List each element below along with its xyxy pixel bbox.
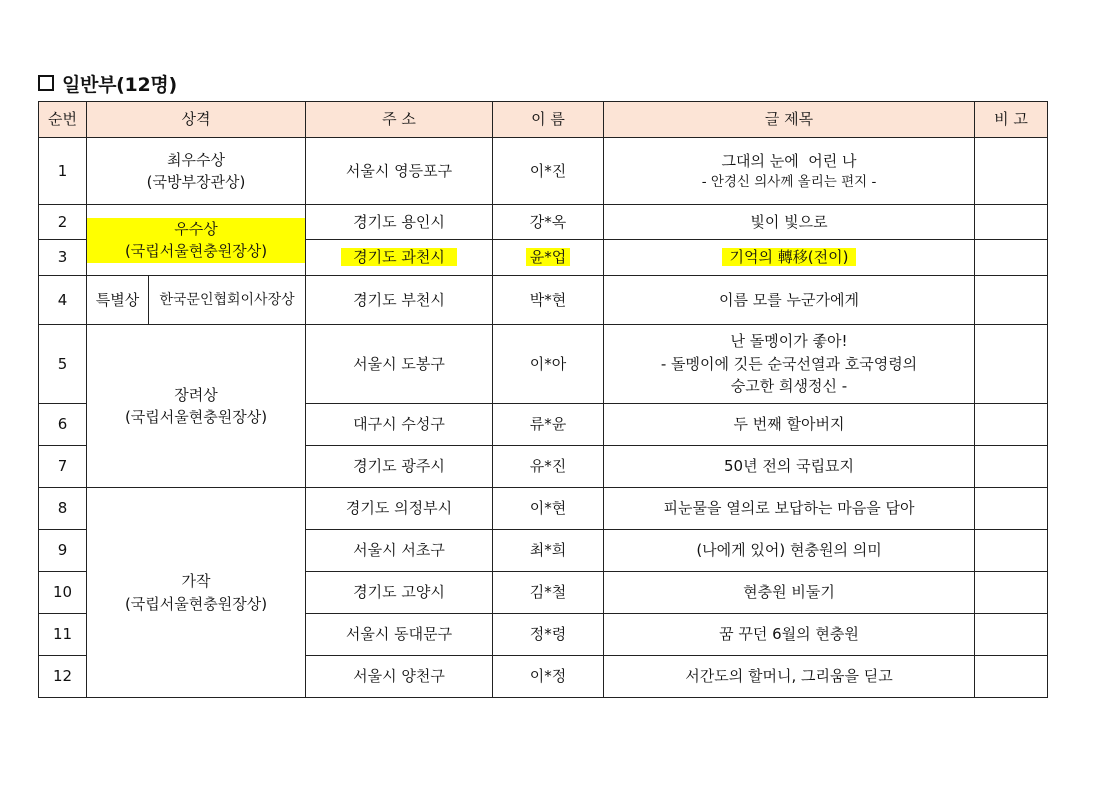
name-cell: 이*진 <box>493 138 604 205</box>
header-note: 비 고 <box>975 102 1048 138</box>
row-number: 4 <box>39 276 87 325</box>
award-cell-grand <box>87 138 306 205</box>
award-cell-excellence <box>87 205 306 276</box>
address-cell: 경기도 고양시 <box>306 572 493 614</box>
name-cell: 이*아 <box>493 325 604 404</box>
header-address: 주 소 <box>306 102 493 138</box>
title-cell <box>604 325 975 404</box>
note-cell <box>975 325 1048 404</box>
award-sub: (국립서울현충원장상) <box>87 240 305 263</box>
row-number: 8 <box>39 488 87 530</box>
table-row <box>39 325 1048 404</box>
award-name: 최우수상 <box>167 150 225 169</box>
section-title: 일반부(12명) <box>62 73 177 96</box>
title-cell <box>604 240 975 276</box>
address-cell: 경기도 부천시 <box>306 276 493 325</box>
name-cell: 이*현 <box>493 488 604 530</box>
note-cell <box>975 205 1048 240</box>
table-row <box>39 488 1048 530</box>
note-cell <box>975 240 1048 276</box>
award-cell-special: 특별상 <box>87 276 149 325</box>
table-row <box>39 205 1048 240</box>
award-cell-encouragement <box>87 325 306 488</box>
title-line: - 돌멩이에 깃든 순국선열과 호국영령의 <box>660 354 918 373</box>
title-cell: 서간도의 할머니, 그리움을 딛고 <box>604 656 975 698</box>
address-text: 경기도 과천시 <box>341 248 457 266</box>
title-cell: 피눈물을 열의로 보답하는 마음을 담아 <box>604 488 975 530</box>
name-cell: 류*윤 <box>493 404 604 446</box>
table-header-row <box>39 102 1048 138</box>
row-number: 12 <box>39 656 87 698</box>
note-cell <box>975 404 1048 446</box>
name-cell: 박*현 <box>493 276 604 325</box>
name-text: 윤*업 <box>526 248 570 266</box>
note-cell <box>975 656 1048 698</box>
row-number: 11 <box>39 614 87 656</box>
award-sub: (국립서울현충원장상) <box>124 594 268 613</box>
address-cell: 서울시 영등포구 <box>306 138 493 205</box>
name-cell: 이*정 <box>493 656 604 698</box>
name-cell: 강*옥 <box>493 205 604 240</box>
title-cell: 이름 모를 누군가에게 <box>604 276 975 325</box>
address-cell: 경기도 의정부시 <box>306 488 493 530</box>
address-cell: 대구시 수성구 <box>306 404 493 446</box>
title-line: 그대의 눈에 어린 나 <box>721 151 857 170</box>
awards-table <box>38 101 1048 698</box>
address-cell <box>306 240 493 276</box>
name-cell: 유*진 <box>493 446 604 488</box>
name-cell: 김*철 <box>493 572 604 614</box>
note-cell <box>975 572 1048 614</box>
title-line: 숭고한 희생정신 - <box>730 377 848 396</box>
table-row <box>39 138 1048 205</box>
title-cell: (나에게 있어) 현충원의 의미 <box>604 530 975 572</box>
row-number: 5 <box>39 325 87 404</box>
table-row <box>39 276 1048 325</box>
row-number: 2 <box>39 205 87 240</box>
award-name: 우수상 <box>87 218 305 241</box>
note-cell <box>975 614 1048 656</box>
award-sub-special: 한국문인협회이사장상 <box>149 276 306 325</box>
address-cell: 경기도 광주시 <box>306 446 493 488</box>
address-cell: 경기도 용인시 <box>306 205 493 240</box>
title-cell <box>604 138 975 205</box>
row-number: 6 <box>39 404 87 446</box>
award-name: 장려상 <box>174 385 218 404</box>
award-sub: (국립서울현충원장상) <box>124 408 268 426</box>
row-number: 1 <box>39 138 87 205</box>
header-award: 상격 <box>87 102 306 138</box>
row-number: 9 <box>39 530 87 572</box>
checkbox-empty-icon <box>38 75 54 91</box>
title-text: 기억의 轉移(전이) <box>722 248 857 266</box>
award-sub: (국방부장관상) <box>146 173 246 191</box>
row-number: 10 <box>39 572 87 614</box>
title-line: 난 돌멩이가 좋아! <box>730 332 848 351</box>
header-title: 글 제목 <box>604 102 975 138</box>
title-cell: 50년 전의 국립묘지 <box>604 446 975 488</box>
header-name: 이 름 <box>493 102 604 138</box>
title-cell: 꿈 꾸던 6월의 현충원 <box>604 614 975 656</box>
note-cell <box>975 276 1048 325</box>
note-cell <box>975 488 1048 530</box>
section-heading <box>38 70 177 96</box>
address-cell: 서울시 서초구 <box>306 530 493 572</box>
name-cell: 최*희 <box>493 530 604 572</box>
address-cell: 서울시 도봉구 <box>306 325 493 404</box>
title-cell: 두 번째 할아버지 <box>604 404 975 446</box>
title-cell: 빛이 빛으로 <box>604 205 975 240</box>
award-name: 가작 <box>181 572 211 590</box>
address-cell: 서울시 동대문구 <box>306 614 493 656</box>
row-number: 3 <box>39 240 87 276</box>
note-cell <box>975 138 1048 205</box>
note-cell <box>975 530 1048 572</box>
name-cell <box>493 240 604 276</box>
row-number: 7 <box>39 446 87 488</box>
name-cell: 정*령 <box>493 614 604 656</box>
award-cell-honorable <box>87 488 306 698</box>
header-no: 순번 <box>39 102 87 138</box>
address-cell: 서울시 양천구 <box>306 656 493 698</box>
note-cell <box>975 446 1048 488</box>
title-line: - 안경신 의사께 올리는 편지 - <box>701 174 877 191</box>
title-cell: 현충원 비둘기 <box>604 572 975 614</box>
